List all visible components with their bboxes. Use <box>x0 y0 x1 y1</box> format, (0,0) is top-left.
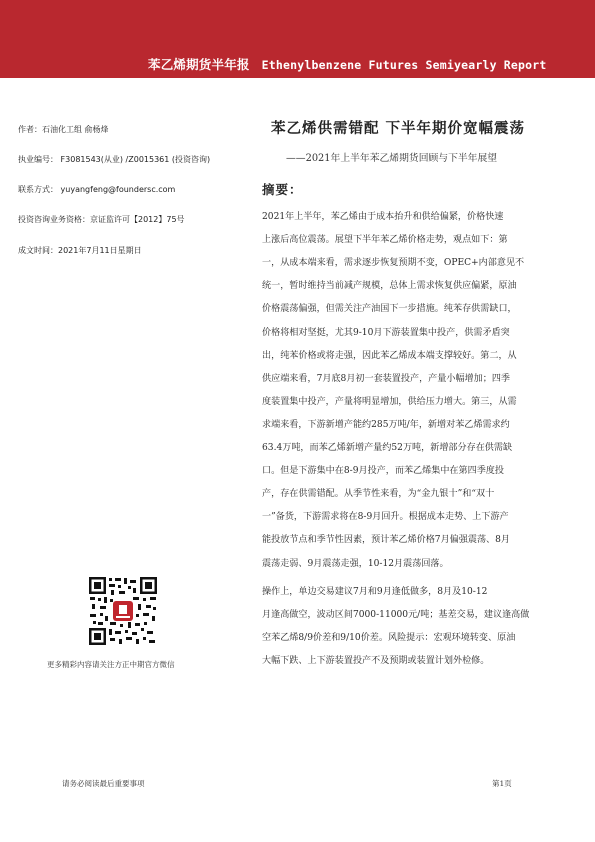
abstract-line: 价格震荡偏强，但需关注产油国下一步措施。纯苯存供需缺口， <box>262 304 517 315</box>
contact-line: 联系方式： yuyangfeng@foundersc.com <box>18 185 176 194</box>
abstract-line: 度装置集中投产，产量将明显增加，供给压力增大。第三，从需 <box>262 396 517 407</box>
abstract-line: 操作上，单边交易建议7月和9月逢低做多，8月及10-12 <box>262 586 488 597</box>
abstract-line: 上涨后高位震荡。展望下半年苯乙烯价格走势，观点如下：第 <box>262 235 508 246</box>
abstract-heading: 摘要： <box>262 182 303 197</box>
qr-code-icon <box>88 576 158 646</box>
report-subtitle: ——2021年上半年苯乙烯期货回顾与下半年展望 <box>286 153 498 164</box>
abstract-line: 空苯乙烯8/9价差和9/10价差。风险提示：宏观环境转变、原油 <box>262 632 516 643</box>
date-line: 成文时间：2021年7月11日星期日 <box>18 246 142 255</box>
abstract-line: 大幅下跌、上下游装置投产不及预期或装置计划外检修。 <box>262 655 490 666</box>
abstract-line: 供应端来看，7月底8月初一套装置投产，产量小幅增加；四季 <box>262 373 511 384</box>
abstract-line: 口。但是下游集中在8-9月投产，而苯乙烯集中在第四季度投 <box>262 466 504 477</box>
footer-disclaimer: 请务必阅读最后重要事项 <box>62 779 145 788</box>
page-number: 第1页 <box>492 779 512 788</box>
abstract-line: 一”备货，下游需求将在8-9月回升。根据成本走势、上下游产 <box>262 512 509 523</box>
report-header-title <box>148 55 547 73</box>
header-title-en: Ethenylbenzene Futures Semiyearly Report <box>261 58 547 72</box>
abstract-line: 月逢高做空，波动区间7000-11000元/吨；基差交易，建议逢高做 <box>262 609 530 620</box>
abstract-line: 震荡走弱、9月震荡走强，10-12月震荡回落。 <box>262 558 449 569</box>
author-line: 作者：石油化工组 俞杨烽 <box>18 125 109 134</box>
abstract-line: 能投放节点和季节性因素，预计苯乙烯价格7月偏强震荡、8月 <box>262 535 511 546</box>
qr-caption: 更多精彩内容请关注方正中期官方微信 <box>47 660 175 669</box>
header-title-cn: 苯乙烯期货半年报 <box>148 57 250 72</box>
abstract-line: 求端来看，下游新增产能约285万吨/年，新增对苯乙烯需求约 <box>262 419 510 430</box>
report-title: 苯乙烯供需错配 下半年期价宽幅震荡 <box>271 121 526 137</box>
license-line: 执业编号： F3081543(从业) /Z0015361 (投资咨询) <box>18 155 211 164</box>
abstract-line: 2021年上半年，苯乙烯由于成本抬升和供给偏紧，价格快速 <box>262 212 504 222</box>
abstract-line: 出，纯苯价格或将走强，因此苯乙烯成本端支撑较好。第二，从 <box>262 350 517 361</box>
qualification-line: 投资咨询业务资格：京证监许可【2012】75号 <box>18 215 185 224</box>
abstract-line: 统一，暂时维持当前减产规模，总体上需求恢复供应偏紧，原油 <box>262 281 517 292</box>
abstract-line: 价格将相对坚挺，尤其9-10月下游装置集中投产，供需矛盾突 <box>262 327 510 338</box>
abstract-line: 63.4万吨，而苯乙烯新增产量约52万吨，新增部分存在供需缺 <box>262 443 513 453</box>
abstract-line: 产，存在供需错配。从季节性来看，为“金九银十”和“双十 <box>262 489 495 500</box>
abstract-line: 一，从成本端来看，需求逐步恢复预期不变，OPEC+内部意见不 <box>262 258 525 269</box>
